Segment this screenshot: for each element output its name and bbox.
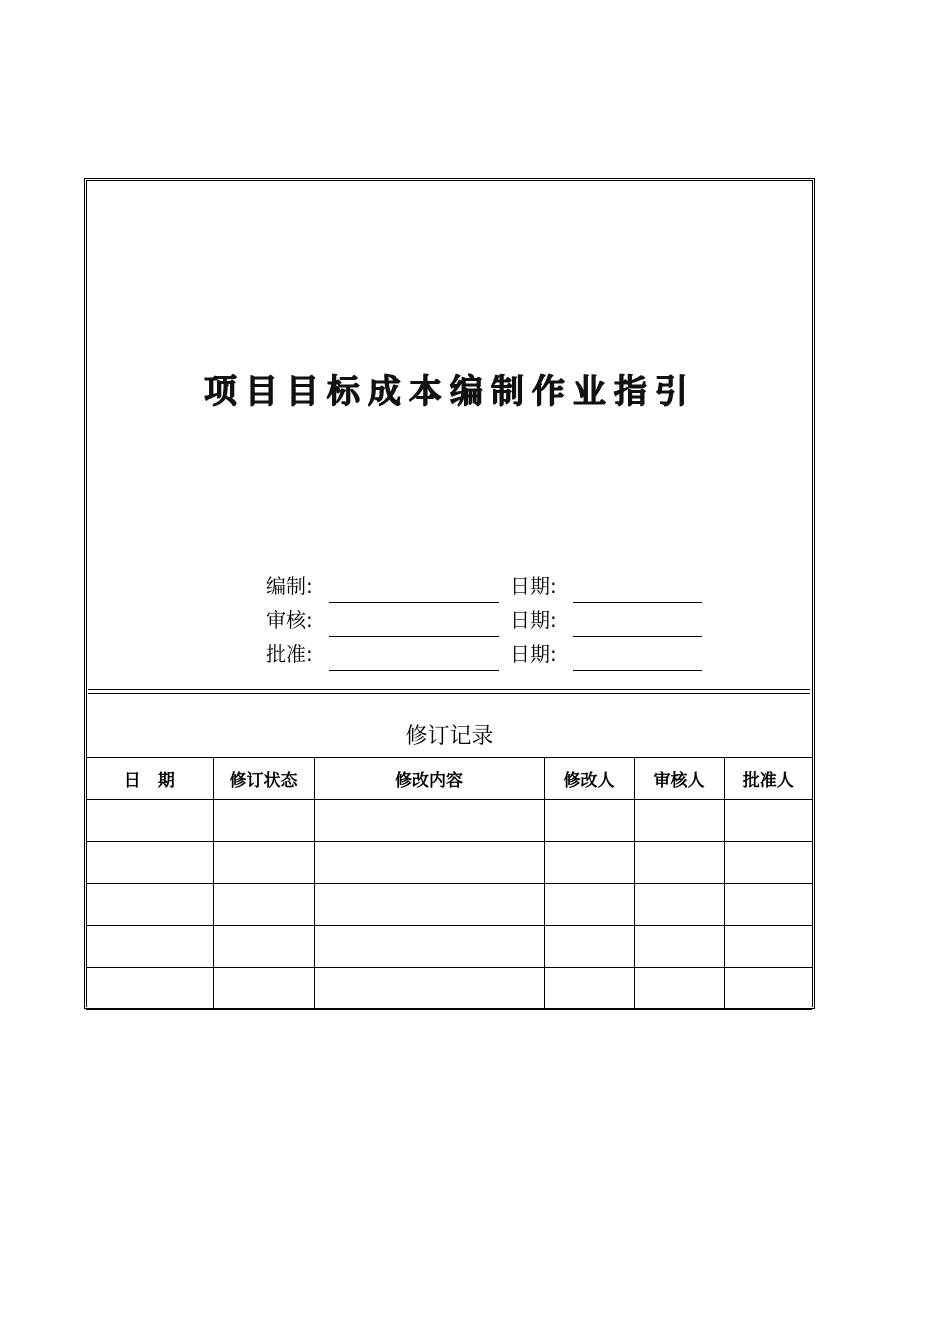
prepared-by-field[interactable]	[329, 602, 499, 603]
section-divider-bottom	[88, 693, 810, 694]
approved-date-field[interactable]	[573, 670, 702, 671]
revision-table-header	[86, 758, 812, 800]
table-row	[86, 800, 812, 842]
approved-by-field[interactable]	[329, 670, 499, 671]
table-cell[interactable]	[86, 842, 213, 884]
signoff-row-reviewed	[0, 604, 950, 636]
approved-date-label: 日期:	[510, 642, 557, 666]
column-header-reviewer: 审核人	[634, 758, 724, 800]
table-cell[interactable]	[86, 968, 213, 1010]
column-header-date: 日 期	[86, 758, 213, 800]
table-cell[interactable]	[724, 926, 812, 968]
prepared-date-field[interactable]	[573, 602, 702, 603]
table-row	[86, 926, 812, 968]
column-header-change-content: 修改内容	[314, 758, 544, 800]
table-row	[86, 968, 812, 1010]
table-cell[interactable]	[213, 968, 314, 1010]
reviewed-by-field[interactable]	[329, 636, 499, 637]
revision-table	[86, 757, 812, 1010]
table-cell[interactable]	[213, 800, 314, 842]
table-cell[interactable]	[314, 926, 544, 968]
signoff-row-approved	[0, 638, 950, 670]
table-cell[interactable]	[634, 968, 724, 1010]
reviewed-date-label: 日期:	[510, 608, 557, 632]
table-cell[interactable]	[213, 842, 314, 884]
section-divider-top	[88, 689, 810, 690]
signoff-row-prepared	[0, 570, 950, 602]
table-cell[interactable]	[213, 926, 314, 968]
table-cell[interactable]	[314, 800, 544, 842]
table-cell[interactable]	[634, 884, 724, 926]
table-cell[interactable]	[724, 968, 812, 1010]
revision-record-title: 修订记录	[405, 724, 494, 749]
table-cell[interactable]	[634, 800, 724, 842]
column-header-modifier: 修改人	[544, 758, 634, 800]
prepared-date-label: 日期:	[510, 574, 557, 598]
column-header-revision-status: 修订状态	[213, 758, 314, 800]
table-cell[interactable]	[86, 800, 213, 842]
table-cell[interactable]	[213, 884, 314, 926]
column-header-approver: 批准人	[724, 758, 812, 800]
table-cell[interactable]	[544, 842, 634, 884]
table-cell[interactable]	[86, 884, 213, 926]
reviewed-by-label: 审核:	[266, 608, 313, 632]
reviewed-date-field[interactable]	[573, 636, 702, 637]
table-cell[interactable]	[724, 884, 812, 926]
approved-by-label: 批准:	[266, 642, 313, 666]
prepared-by-label: 编制:	[266, 574, 313, 598]
document-title: 项目目标成本编制作业指引	[203, 371, 696, 410]
table-cell[interactable]	[724, 842, 812, 884]
table-row	[86, 842, 812, 884]
table-cell[interactable]	[634, 842, 724, 884]
table-cell[interactable]	[314, 968, 544, 1010]
table-cell[interactable]	[86, 926, 213, 968]
table-cell[interactable]	[314, 842, 544, 884]
table-cell[interactable]	[544, 884, 634, 926]
table-cell[interactable]	[544, 926, 634, 968]
table-cell[interactable]	[724, 800, 812, 842]
table-cell[interactable]	[544, 968, 634, 1010]
table-cell[interactable]	[544, 800, 634, 842]
table-row	[86, 884, 812, 926]
table-cell[interactable]	[314, 884, 544, 926]
table-cell[interactable]	[634, 926, 724, 968]
